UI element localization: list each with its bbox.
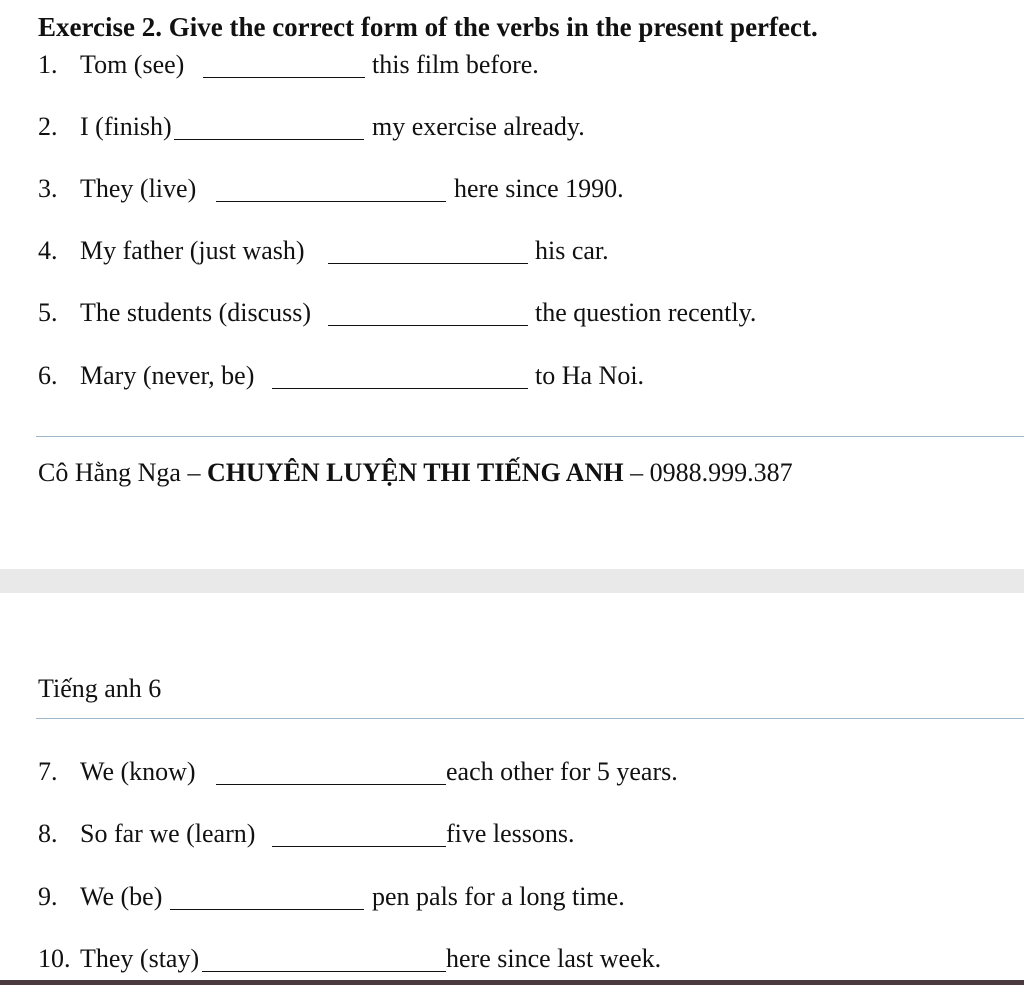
item-number: 8.	[38, 819, 58, 848]
item-continuation: my exercise already.	[372, 112, 585, 141]
item-prompt: Mary (never, be)	[80, 361, 255, 390]
item-number: 7.	[38, 757, 58, 786]
item-prompt: The students (discuss)	[80, 298, 312, 327]
list-item	[38, 50, 738, 84]
list-item	[38, 361, 738, 395]
item-prompt: So far we (learn)	[80, 819, 256, 848]
item-number: 6.	[38, 361, 58, 390]
list-item	[38, 174, 738, 208]
item-continuation: here since last week.	[446, 944, 662, 973]
list-item	[38, 298, 838, 332]
answer-blank[interactable]	[174, 139, 364, 140]
item-prompt: We (be)	[80, 882, 163, 911]
item-continuation: to Ha Noi.	[535, 361, 645, 390]
bottom-edge-bar	[0, 980, 1024, 985]
item-prompt: Tom (see)	[80, 50, 185, 79]
item-number: 1.	[38, 50, 58, 79]
answer-blank[interactable]	[328, 325, 528, 326]
item-continuation: his car.	[535, 236, 609, 265]
list-item	[38, 819, 838, 853]
answer-blank[interactable]	[272, 846, 446, 847]
answer-blank[interactable]	[216, 201, 446, 202]
answer-blank[interactable]	[328, 263, 528, 264]
list-item	[38, 236, 738, 270]
item-continuation: this film before.	[372, 50, 539, 79]
answer-blank[interactable]	[272, 388, 528, 389]
list-item	[38, 944, 838, 978]
answer-blank[interactable]	[216, 784, 446, 785]
item-number: 3.	[38, 174, 58, 203]
item-prompt: My father (just wash)	[80, 236, 305, 265]
list-item	[38, 882, 838, 916]
item-continuation: the question recently.	[535, 298, 757, 327]
page-break	[0, 569, 1024, 593]
footer-name: Cô Hằng Nga –	[38, 458, 201, 487]
item-number: 4.	[38, 236, 58, 265]
footer-divider	[36, 436, 1024, 437]
page-header: Tiếng anh 6	[38, 674, 162, 703]
item-number: 2.	[38, 112, 58, 141]
item-prompt: I (finish)	[80, 112, 172, 141]
item-continuation: here since 1990.	[454, 174, 624, 203]
exercise-title: Exercise 2. Give the correct form of the verbs in the present perfect.	[38, 12, 818, 42]
footer-phone: – 0988.999.387	[630, 458, 793, 487]
footer-brand: CHUYÊN LUYỆN THI TIẾNG ANH	[206, 458, 624, 487]
item-continuation: five lessons.	[446, 819, 575, 848]
answer-blank[interactable]	[202, 971, 446, 972]
item-prompt: They (live)	[80, 174, 197, 203]
page-footer	[38, 458, 793, 488]
item-number: 9.	[38, 882, 58, 911]
item-continuation: each other for 5 years.	[446, 757, 678, 786]
item-prompt: They (stay)	[80, 944, 200, 973]
list-item	[38, 757, 838, 791]
list-item	[38, 112, 738, 146]
item-number: 5.	[38, 298, 58, 327]
item-continuation: pen pals for a long time.	[372, 882, 625, 911]
answer-blank[interactable]	[203, 77, 365, 78]
item-prompt: We (know)	[80, 757, 196, 786]
item-number: 10.	[38, 944, 71, 973]
header-divider	[36, 718, 1024, 719]
answer-blank[interactable]	[170, 909, 364, 910]
